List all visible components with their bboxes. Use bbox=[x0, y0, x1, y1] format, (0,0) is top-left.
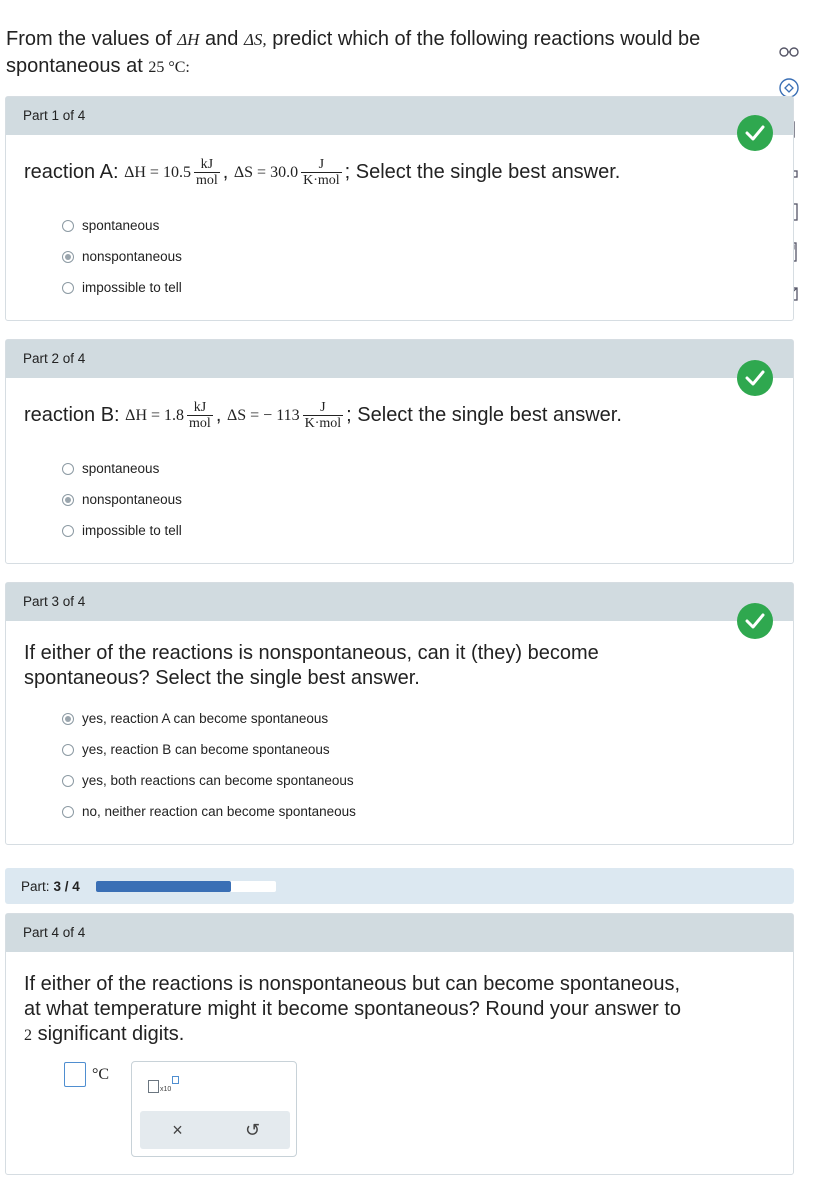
option-neither[interactable] bbox=[62, 796, 356, 827]
prompt-tail: significant digits. bbox=[37, 1023, 185, 1045]
math-palette bbox=[131, 1061, 297, 1157]
part-1-panel bbox=[5, 96, 794, 321]
option-nonspontaneous[interactable] bbox=[62, 484, 182, 515]
radio-button-selected[interactable] bbox=[62, 494, 74, 506]
unit-label: °C bbox=[92, 1066, 110, 1083]
question-text bbox=[6, 26, 776, 81]
delta-s-symbol: ΔS, bbox=[243, 30, 267, 49]
radio-button[interactable] bbox=[62, 463, 74, 475]
option-label: no, neither reaction can become spontaneous bbox=[82, 804, 356, 819]
part-2-header: Part 2 of 4 bbox=[6, 340, 793, 378]
option-both-can-become[interactable] bbox=[62, 765, 356, 796]
option-label: impossible to tell bbox=[82, 523, 182, 538]
undo-button[interactable]: ↺ bbox=[244, 1119, 261, 1140]
part-2-panel bbox=[5, 339, 794, 564]
frac-den: K·mol bbox=[303, 173, 340, 188]
option-nonspontaneous[interactable] bbox=[62, 241, 182, 272]
base-box bbox=[148, 1080, 159, 1093]
radio-button-selected[interactable] bbox=[62, 251, 74, 263]
part-4-header: Part 4 of 4 bbox=[6, 914, 793, 952]
temperature-answer-input[interactable] bbox=[64, 1062, 86, 1087]
option-label: yes, reaction A can become spontaneous bbox=[82, 711, 329, 726]
prompt-line: at what temperature might it become spontaneous? Round your answer to bbox=[24, 998, 682, 1020]
correct-check-icon bbox=[737, 603, 773, 639]
radio-button[interactable] bbox=[62, 806, 74, 818]
frac-den: mol bbox=[195, 173, 218, 188]
part-3-header: Part 3 of 4 bbox=[6, 583, 793, 621]
radio-button-selected[interactable] bbox=[62, 713, 74, 725]
separator: , bbox=[215, 404, 222, 426]
question-temperature: 25 °C: bbox=[148, 59, 190, 76]
part-2-options bbox=[62, 453, 182, 546]
radio-button[interactable] bbox=[62, 775, 74, 787]
part-1-header: Part 1 of 4 bbox=[6, 97, 793, 135]
prompt-line: If either of the reactions is nonspontaneous but can become spontaneous, bbox=[24, 973, 680, 995]
option-label: nonspontaneous bbox=[82, 492, 182, 507]
option-impossible[interactable] bbox=[62, 515, 182, 546]
radio-button[interactable] bbox=[62, 220, 74, 232]
part-4-prompt bbox=[24, 972, 681, 1048]
separator: ; bbox=[346, 404, 352, 426]
instruction: Select the single best answer. bbox=[357, 404, 622, 426]
reaction-b-prompt bbox=[24, 400, 622, 431]
glasses-icon[interactable] bbox=[775, 38, 803, 66]
option-impossible[interactable] bbox=[62, 272, 182, 303]
radio-button[interactable] bbox=[62, 744, 74, 756]
correct-check-icon bbox=[737, 360, 773, 396]
option-label: yes, both reactions can become spontaneous bbox=[82, 773, 354, 788]
part-3-prompt bbox=[24, 641, 599, 691]
radio-button[interactable] bbox=[62, 282, 74, 294]
separator: ; bbox=[344, 161, 351, 183]
reaction-b-dh: ΔH = 1.8 bbox=[125, 406, 185, 424]
part-3-options bbox=[62, 703, 356, 827]
progress-bar bbox=[96, 881, 276, 892]
prompt-line bbox=[24, 1022, 681, 1048]
option-label: impossible to tell bbox=[82, 280, 182, 295]
scientific-notation-button[interactable] bbox=[148, 1076, 179, 1093]
option-spontaneous[interactable] bbox=[62, 453, 182, 484]
reaction-a-dh: ΔH = 10.5 bbox=[124, 163, 191, 181]
j-per-kmol-fraction bbox=[303, 400, 344, 431]
delta-h-symbol: ΔH bbox=[177, 30, 200, 49]
frac-num: J bbox=[318, 157, 325, 172]
progress-value: 3 / 4 bbox=[53, 878, 80, 894]
progress-label: Part: bbox=[21, 878, 50, 894]
prompt-line: spontaneous? Select the single best answer. bbox=[24, 667, 420, 689]
kj-per-mol-fraction bbox=[187, 400, 213, 431]
separator: , bbox=[222, 161, 229, 183]
radio-button[interactable] bbox=[62, 525, 74, 537]
option-label: nonspontaneous bbox=[82, 249, 182, 264]
sig-figs-count: 2 bbox=[24, 1027, 32, 1044]
reaction-b-label: reaction B: bbox=[24, 404, 120, 426]
frac-den: mol bbox=[189, 416, 211, 431]
clear-button[interactable]: × bbox=[172, 1119, 183, 1140]
question-intro: From the values of bbox=[6, 28, 172, 50]
reaction-a-label: reaction A: bbox=[24, 161, 119, 183]
correct-check-icon bbox=[737, 115, 773, 151]
reaction-b-ds: ΔS = − 113 bbox=[226, 406, 300, 424]
option-a-can-become[interactable] bbox=[62, 703, 356, 734]
prompt-line: If either of the reactions is nonspontaneous, can it (they) become bbox=[24, 642, 599, 664]
exponent-box bbox=[172, 1076, 179, 1084]
kj-per-mol-fraction bbox=[194, 157, 220, 188]
question-rest: predict which of the following reactions would be bbox=[272, 28, 701, 50]
part-progress bbox=[5, 868, 794, 904]
option-label: spontaneous bbox=[82, 461, 160, 476]
x10-label: x10 bbox=[160, 1086, 172, 1093]
reaction-a-ds: ΔS = 30.0 bbox=[233, 163, 299, 181]
frac-num: J bbox=[320, 400, 326, 415]
question-and: and bbox=[205, 28, 239, 50]
option-label: yes, reaction B can become spontaneous bbox=[82, 742, 330, 757]
j-per-kmol-fraction bbox=[301, 157, 342, 188]
part-1-options bbox=[62, 210, 182, 303]
instruction: Select the single best answer. bbox=[355, 161, 621, 183]
palette-tool-row bbox=[140, 1111, 290, 1149]
progress-bar-fill bbox=[96, 881, 231, 892]
frac-den: K·mol bbox=[304, 416, 342, 431]
frac-num: kJ bbox=[193, 400, 207, 415]
part-4-panel bbox=[5, 913, 794, 1175]
option-b-can-become[interactable] bbox=[62, 734, 356, 765]
reaction-a-prompt bbox=[24, 157, 620, 188]
option-spontaneous[interactable] bbox=[62, 210, 182, 241]
frac-num: kJ bbox=[200, 157, 214, 172]
question-line2: spontaneous at bbox=[6, 55, 143, 77]
part-3-panel bbox=[5, 582, 794, 845]
option-label: spontaneous bbox=[82, 218, 160, 233]
